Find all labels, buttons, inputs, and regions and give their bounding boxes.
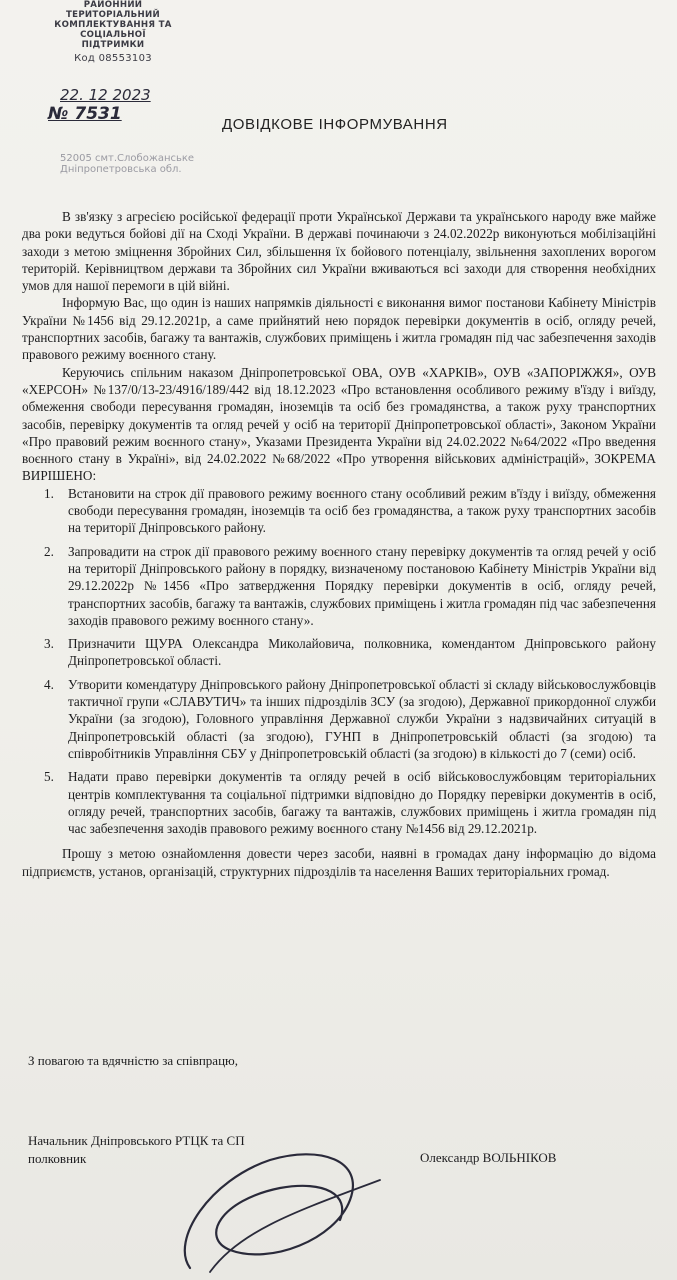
stamp-line-2: КОМПЛЕКТУВАННЯ ТА СОЦІАЛЬНОЇ <box>54 20 172 40</box>
signatory-name: Олександр ВОЛЬНІКОВ <box>420 1150 557 1165</box>
list-item-number: 2. <box>44 543 54 559</box>
list-item-number: 5. <box>44 769 54 785</box>
address-line-1: 52005 смт.Слобожанське <box>60 153 195 164</box>
paragraph-basis: Керуючись спільним наказом Дніпропетровської ОВА, ОУВ «ХАРКІВ», ОУВ «ЗАПОРІЖЖЯ», ОУВ «ХЕРСОН» №137/0/13-23/4916/189/442 від 18.12.2023 «Про встановлення особливого режиму в'їзду і виїзду, обмеження свободи пересування громадян, іноземців та осіб без громадянства, а також руху транспортних засобів, перевірку документів та огляд речей у осіб на території Дніпропетровської області», Законом України «Про правовий режим воєнного стану», Указами Президента України від 24.02.2022 №64/2022 «Про введення воєнного стану в Україні», від 24.02.2022 №68/2022 «Про утворення військових адміністрацій», ЗОКРЕМА ВИРІШЕНО: <box>22 364 656 484</box>
paragraph-closing: Прошу з метою ознайомлення довести через засоби, наявні в громадах дану інформацію до відома підприємств, установ, організацій, структурних підрозділів та населення Ваших територіальних громад. <box>22 846 656 879</box>
regards-line: З повагою та вдячністю за співпрацю, <box>28 1053 238 1068</box>
stamp-code: Код 08553103 <box>74 53 152 64</box>
list-item-text: Надати право перевірки документів та огляду речей в осіб військовослужбовцям територіальних центрів комплектування та соціальної підтримки відповідно до Порядку перевірки документів в осіб, огляду речей, транспортних засобів, багажу та вантажів, службових приміщень і житла громадян під час забезпечення заходів правового режиму воєнного стану №1456 від 29.12.2021р. <box>68 769 656 837</box>
signatory-rank: полковник <box>28 1151 87 1166</box>
list-item <box>22 485 656 537</box>
decision-list <box>22 485 656 838</box>
stamp-line-3: ПІДТРИМКИ <box>81 40 145 50</box>
organization-stamp <box>48 0 178 64</box>
list-item <box>22 768 656 837</box>
list-item-text: Запровадити на строк дії правового режиму воєнного стану перевірку документів та огляд речей у осіб на території Дніпровського району в порядку, визначеному постановою Кабінету Міністрів України від 29.12.2022р №1456 «Про затвердження Порядку перевірки документів в осіб, огляду речей, транспортних засобів, багажу та вантажів, службових приміщень і житла громадян під час забезпечення заходів правового режиму воєнного стану». <box>68 543 656 628</box>
registration-number: № 7531 <box>48 104 122 124</box>
list-item <box>22 635 656 670</box>
document-title: ДОВІДКОВЕ ІНФОРМУВАННЯ <box>222 116 448 133</box>
list-item-text: Утворити комендатуру Дніпровського району Дніпропетровської області зі складу військовослужбовців тактичної групи «СЛАВУТИЧ» та інших підрозділів ЗСУ (за згодою), Державної прикордонної служби України (за згодою), Головного управління Державної служби України з надзвичайних ситуацій в Дніпропетровській області (за згодою), ГУНП в Дніпропетровській області (за згодою) та співробітників Управління СБУ у Дніпропетровській області (за згодою) в кількості до 7 (семи) осіб. <box>68 676 656 761</box>
handwritten-signature <box>150 1140 390 1278</box>
address-stamp <box>60 153 194 175</box>
list-item-number: 4. <box>44 676 54 692</box>
list-item-number: 3. <box>44 636 54 652</box>
list-item <box>22 676 656 762</box>
registration-date: 22. 12 2023 <box>60 86 151 104</box>
list-item-number: 1. <box>44 485 54 501</box>
list-item <box>22 543 656 629</box>
document-body <box>22 208 656 880</box>
paragraph-inform: Інформую Вас, що один із наших напрямків діяльності є виконання вимог постанови Кабінету Міністрів України №1456 від 29.12.2021р, а саме прийнятий нею порядок перевірки документів в осіб, огляду речей, транспортних засобів, багажу та вантажів, службових приміщень і житла громадян під час забезпечення заходів правового режиму воєнного стану. <box>22 295 656 363</box>
paragraph-intro: В зв'язку з агресією російської федерації проти Української Держави та українського народу вже майже два роки ведуться бойові дії на Сході України. В державі починаючи з 24.02.2022р виконуються мобілізаційні заходи з метою зміцнення Збройних Сил, збільшення їх бойового потенціалу, звільнення захоплених ворогом територій. Керівництвом держави та Збройних сил України вживаються всі заходи для створення необхідних умов для нашої перемоги в цій війні. <box>22 209 656 294</box>
list-item-text: Призначити ЩУРА Олександра Миколайовича, полковника, комендантом Дніпровського району Дніпропетровської області. <box>68 636 656 669</box>
list-item-text: Встановити на строк дії правового режиму воєнного стану особливий режим в'їзду і виїзду, обмеження свободи пересування громадян, іноземців та осіб без громадянства, а також руху транспортних засобів на території Дніпровського району. <box>68 485 656 536</box>
address-line-2: Дніпропетровська обл. <box>60 164 182 175</box>
signatory-position: Начальник Дніпровського РТЦК та СП <box>28 1133 245 1148</box>
stamp-line-1: РАЙОННИЙ ТЕРИТОРІАЛЬНИЙ <box>65 0 160 20</box>
